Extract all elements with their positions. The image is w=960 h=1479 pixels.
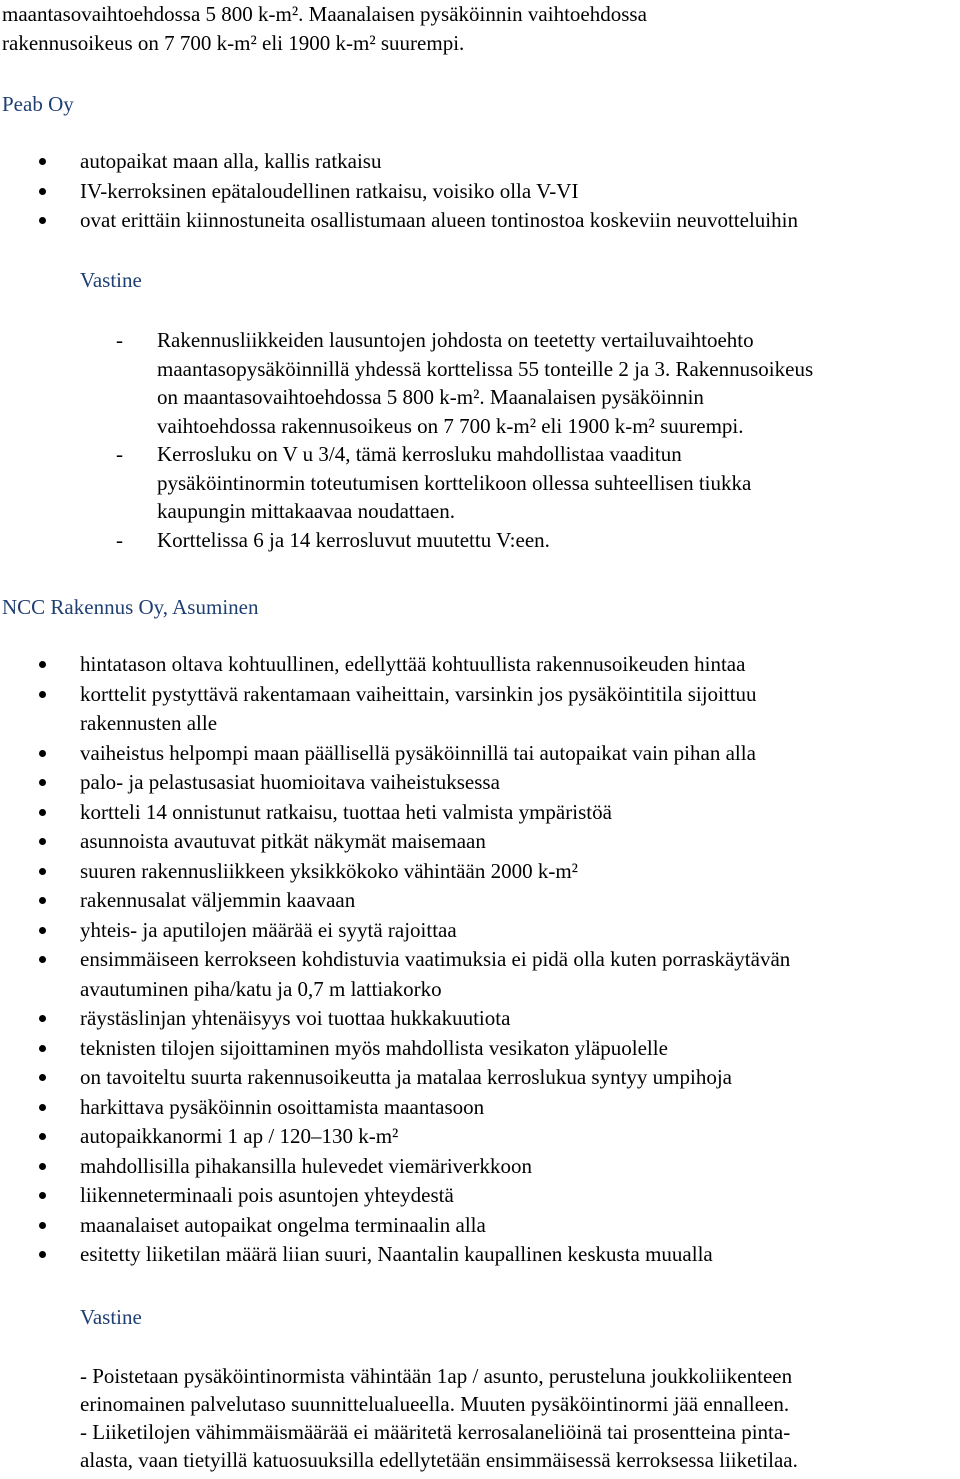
list-item: harkittava pysäköinnin osoittamista maantasoon — [0, 1093, 790, 1123]
bullet-icon — [39, 750, 46, 757]
bullet-icon — [39, 779, 46, 786]
bullet-icon — [39, 217, 46, 224]
list-item: mahdollisilla pihakansilla hulevedet viemäriverkkoon — [0, 1152, 790, 1182]
list-item: vaiheistus helpompi maan päällisellä pysäköinnillä tai autopaikat vain pihan alla — [0, 739, 790, 769]
intro-line-1: maantasovaihtoehdossa 5 800 k-m². Maanalaisen pysäköinnin vaihtoehdossa — [2, 2, 647, 26]
list-item: - Korttelissa 6 ja 14 kerrosluvut muutettu V:een. — [0, 526, 813, 555]
section-heading-vastine-1: Vastine — [80, 268, 142, 292]
bullet-icon — [39, 1163, 46, 1170]
list-item: liikenneterminaali pois asuntojen yhteydestä — [0, 1181, 790, 1211]
text-line: erinomainen palvelutaso suunnittelualueella. Muuten pysäköintinormi jää ennalleen. — [80, 1392, 790, 1416]
bullet-icon — [39, 956, 46, 963]
text-line: - Liiketilojen vähimmäismäärää ei määritetä kerrosalaneliöinä tai prosentteina pinta- — [80, 1420, 791, 1444]
list-item: korttelit pystyttävä rakentamaan vaiheittain, varsinkin jos pysäköintitila sijoittuu rakennusten alle — [0, 680, 790, 739]
list-item: hintatason oltava kohtuullinen, edellyttää kohtuullista rakennusoikeuden hintaa — [0, 650, 790, 680]
bullet-icon — [39, 1045, 46, 1052]
bullet-icon — [39, 897, 46, 904]
intro-line-2: rakennusoikeus on 7 700 k-m² eli 1900 k-m² suurempi. — [2, 31, 465, 55]
section-heading-peab: Peab Oy — [2, 92, 74, 116]
bullet-icon — [39, 1133, 46, 1140]
list-item: autopaikkanormi 1 ap / 120–130 k-m² — [0, 1122, 790, 1152]
vastine-1-dash-list — [0, 326, 813, 554]
bullet-icon — [39, 1192, 46, 1199]
list-item: yhteis- ja aputilojen määrää ei syytä rajoittaa — [0, 916, 790, 946]
vastine-2-text — [80, 1362, 798, 1474]
bullet-icon — [39, 927, 46, 934]
bullet-icon — [39, 691, 46, 698]
dash-mark: - — [116, 442, 123, 466]
list-item: teknisten tilojen sijoittaminen myös mahdollista vesikaton yläpuolelle — [0, 1034, 790, 1064]
list-item: - Rakennusliikkeiden lausuntojen johdosta on teetetty vertailuvaihtoehto maantasopysäköinnillä yhdessä korttelissa 55 tonteille 2 ja 3. Rakennusoikeus on maantasovaihtoehdossa 5 800 k-m². Maanalaisen pysäköinnin vaihtoehdossa rakennusoikeus on 7 700 k-m² eli 1900 k-m² suurempi. — [116, 328, 814, 438]
bullet-icon — [39, 868, 46, 875]
peab-bullet-list — [0, 147, 798, 236]
list-item: rakennusalat väljemmin kaavaan — [0, 886, 790, 916]
list-item: kortteli 14 onnistunut ratkaisu, tuottaa heti valmista ympäristöä — [0, 798, 790, 828]
bullet-icon — [39, 809, 46, 816]
bullet-icon — [39, 661, 46, 668]
text-line: alasta, vaan tietyillä katuosuuksilla edellytetään ensimmäisessä kerroksessa liiketilaa. — [80, 1448, 798, 1472]
list-item: on tavoiteltu suurta rakennusoikeutta ja matalaa kerroslukua syntyy umpihoja — [0, 1063, 790, 1093]
bullet-icon — [39, 1015, 46, 1022]
dash-mark: - — [116, 328, 123, 352]
list-item: - Kerrosluku on V u 3/4, tämä kerrosluku mahdollistaa vaaditun pysäköintinormin toteutumisen korttelikoon ollessa suhteellisen tiukka kaupungin mittakaavaa noudattaen. — [116, 442, 752, 523]
bullet-icon — [39, 158, 46, 165]
text-line: - Poistetaan pysäköintinormista vähintään 1ap / asunto, perusteluna joukkoliikenteen — [80, 1364, 793, 1388]
list-item: esitetty liiketilan määrä liian suuri, Naantalin kaupallinen keskusta muualla — [0, 1240, 790, 1270]
list-item: suuren rakennusliikkeen yksikkökoko vähintään 2000 k-m² — [0, 857, 790, 887]
list-item: IV-kerroksinen epätaloudellinen ratkaisu, voisiko olla V-VI — [0, 177, 798, 207]
bullet-icon — [39, 188, 46, 195]
bullet-icon — [39, 1222, 46, 1229]
dash-mark: - — [116, 527, 123, 552]
ncc-bullet-list — [0, 650, 790, 1270]
list-item: autopaikat maan alla, kallis ratkaisu — [0, 147, 798, 177]
section-heading-ncc: NCC Rakennus Oy, Asuminen — [2, 595, 259, 619]
section-heading-vastine-2: Vastine — [80, 1305, 142, 1329]
list-item: maanalaiset autopaikat ongelma terminaalin alla — [0, 1211, 790, 1241]
list-item: räystäslinjan yhtenäisyys voi tuottaa hukkakuutiota — [0, 1004, 790, 1034]
list-item: asunnoista avautuvat pitkät näkymät maisemaan — [0, 827, 790, 857]
list-item: ovat erittäin kiinnostuneita osallistumaan alueen tontinostoa koskeviin neuvotteluihin — [0, 206, 798, 236]
list-item: ensimmäiseen kerrokseen kohdistuvia vaatimuksia ei pidä olla kuten porraskäytävän avautuminen piha/katu ja 0,7 m lattiakorko — [0, 945, 790, 1004]
bullet-icon — [39, 1251, 46, 1258]
bullet-icon — [39, 838, 46, 845]
bullet-icon — [39, 1104, 46, 1111]
bullet-icon — [39, 1074, 46, 1081]
list-item: palo- ja pelastusasiat huomioitava vaiheistuksessa — [0, 768, 790, 798]
